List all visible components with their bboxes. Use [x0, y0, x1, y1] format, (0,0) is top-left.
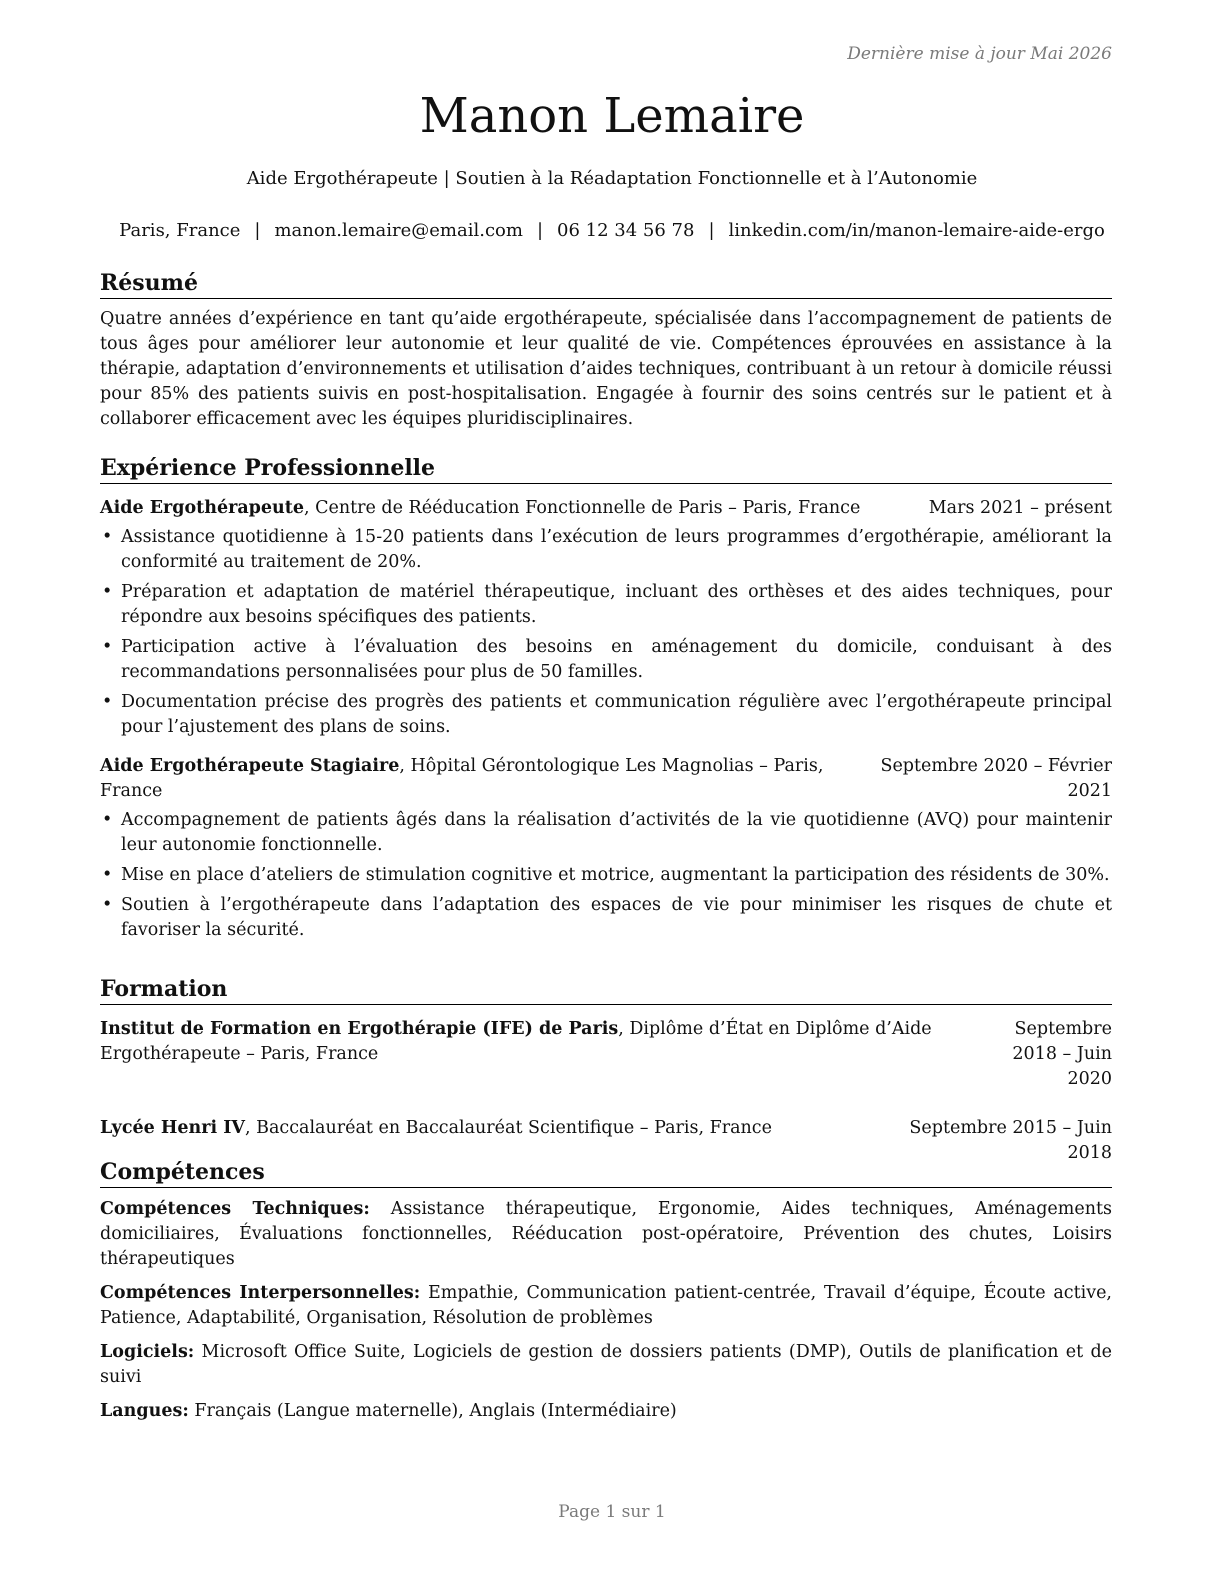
- education-section: [100, 976, 1112, 1166]
- summary-section: [100, 270, 1112, 432]
- job-bullet: • Accompagnement de patients âgés dans la réalisation d’activités de la vie quotidienne (AVQ) pour maintenir leur autonomie fonctionnelle.: [100, 808, 1112, 858]
- job-entry: [100, 754, 1112, 943]
- contact-line: [0, 220, 1224, 241]
- education-school: Lycée Henri IV: [100, 1118, 245, 1138]
- skill-row: [100, 1340, 1112, 1390]
- skill-label: Compétences Techniques:: [100, 1199, 370, 1219]
- summary-text: Quatre années d’expérience en tant qu’aide ergothérapeute, spécialisée dans l’accompagnement de patients de tous âges pour améliorer leur autonomie et leur qualité de vie. Compétences éprouvées en assistance à la thérapie, adaptation d’environnements et utilisation d’aides techniques, contribuant à un retour à domicile réussi pour 85% des patients suivis en post-hospitalisation. Engagée à fournir des soins centrés sur le patient et à collaborer efficacement avec les équipes pluridisciplinaires.: [100, 309, 1112, 429]
- job-header: [100, 496, 1112, 521]
- job-bullet: • Participation active à l’évaluation des besoins en aménagement du domicile, conduisant à des recommandations personnalisées pour plus de 50 familles.: [100, 635, 1112, 685]
- candidate-headline: Aide Ergothérapeute | Soutien à la Réadaptation Fonctionnelle et à l’Autonomie: [246, 168, 978, 189]
- job-bullets: [100, 808, 1112, 943]
- skill-row: [100, 1197, 1112, 1272]
- skill-label: Compétences Interpersonnelles:: [100, 1283, 421, 1303]
- education-school: Institut de Formation en Ergothérapie (IFE) de Paris: [100, 1019, 619, 1039]
- job-header: [100, 754, 1112, 804]
- job-role: Aide Ergothérapeute: [100, 498, 304, 518]
- job-place: , Centre de Rééducation Fonctionnelle de Paris – Paris, France: [303, 498, 861, 518]
- skill-label: Logiciels:: [100, 1342, 195, 1362]
- skill-text: Microsoft Office Suite, Logiciels de gestion de dossiers patients (DMP), Outils de planification et de suivi: [100, 1342, 1112, 1387]
- education-detail: , Diplôme d’État en Diplôme d’Aide Ergothérapeute – Paris, France: [100, 1019, 932, 1064]
- education-dates: Septembre 2015 – Juin 2018: [909, 1118, 1112, 1163]
- contact-email[interactable]: manon.lemaire@email.com: [274, 220, 523, 241]
- job-bullets: [100, 525, 1112, 740]
- job-entry: [100, 496, 1112, 740]
- job-role: Aide Ergothérapeute Stagiaire: [100, 756, 400, 776]
- education-detail: , Baccalauréat en Baccalauréat Scientifique – Paris, France: [244, 1118, 772, 1138]
- skills-title: Compétences: [100, 1159, 1112, 1188]
- contact-separator: |: [708, 220, 715, 241]
- skill-label: Langues:: [100, 1401, 189, 1421]
- summary-title: Résumé: [100, 270, 1112, 299]
- page-number: Page 1 sur 1: [558, 1502, 666, 1522]
- experience-title: Expérience Professionnelle: [100, 455, 1112, 484]
- contact-separator: |: [536, 220, 544, 241]
- skill-text: Empathie, Communication patient-centrée, Travail d’équipe, Écoute active, Patience, Adaptabilité, Organisation, Résolution de problèmes: [100, 1283, 1112, 1328]
- contact-linkedin[interactable]: linkedin.com/in/manon-lemaire-aide-ergo: [728, 220, 1105, 241]
- job-bullet: • Assistance quotidienne à 15-20 patients dans l’exécution de leurs programmes d’ergothérapie, améliorant la conformité au traitement de 20%.: [100, 525, 1112, 575]
- candidate-name: Manon Lemaire: [419, 88, 805, 144]
- job-bullet: • Préparation et adaptation de matériel thérapeutique, incluant des orthèses et des aides techniques, pour répondre aux besoins spécifiques des patients.: [100, 580, 1112, 630]
- job-dates: Septembre 2020 – Février 2021: [880, 756, 1112, 801]
- last-updated: Dernière mise à jour Mai 2026: [847, 44, 1112, 64]
- job-bullet: • Soutien à l’ergothérapeute dans l’adaptation des espaces de vie pour minimiser les risques de chute et favoriser la sécurité.: [100, 893, 1112, 943]
- skill-row: [100, 1281, 1112, 1331]
- skills-section: [100, 1159, 1112, 1424]
- job-dates: Mars 2021 – présent: [928, 498, 1112, 518]
- job-bullet: • Documentation précise des progrès des patients et communication régulière avec l’ergothérapeute principal pour l’ajustement des plans de soins.: [100, 690, 1112, 740]
- skill-row: [100, 1399, 1112, 1424]
- experience-section: [100, 455, 1112, 948]
- education-dates: Septembre 2018 – Juin 2020: [1012, 1019, 1112, 1089]
- job-place: , Hôpital Gérontologique Les Magnolias – Paris, France: [100, 756, 824, 801]
- skill-text: Assistance thérapeutique, Ergonomie, Aides techniques, Aménagements domiciliaires, Évaluations fonctionnelles, Rééducation post-opératoire, Prévention des chutes, Loisirs thérapeutiques: [100, 1199, 1112, 1269]
- contact-phone: 06 12 34 56 78: [557, 220, 695, 241]
- education-title: Formation: [100, 976, 1112, 1005]
- skill-text: Français (Langue maternelle), Anglais (Intermédiaire): [188, 1401, 677, 1421]
- contact-location: Paris, France: [119, 220, 241, 241]
- education-entry: [100, 1017, 1112, 1092]
- job-bullet: • Mise en place d’ateliers de stimulation cognitive et motrice, augmentant la participation des résidents de 30%.: [100, 863, 1112, 888]
- contact-separator: |: [254, 220, 261, 241]
